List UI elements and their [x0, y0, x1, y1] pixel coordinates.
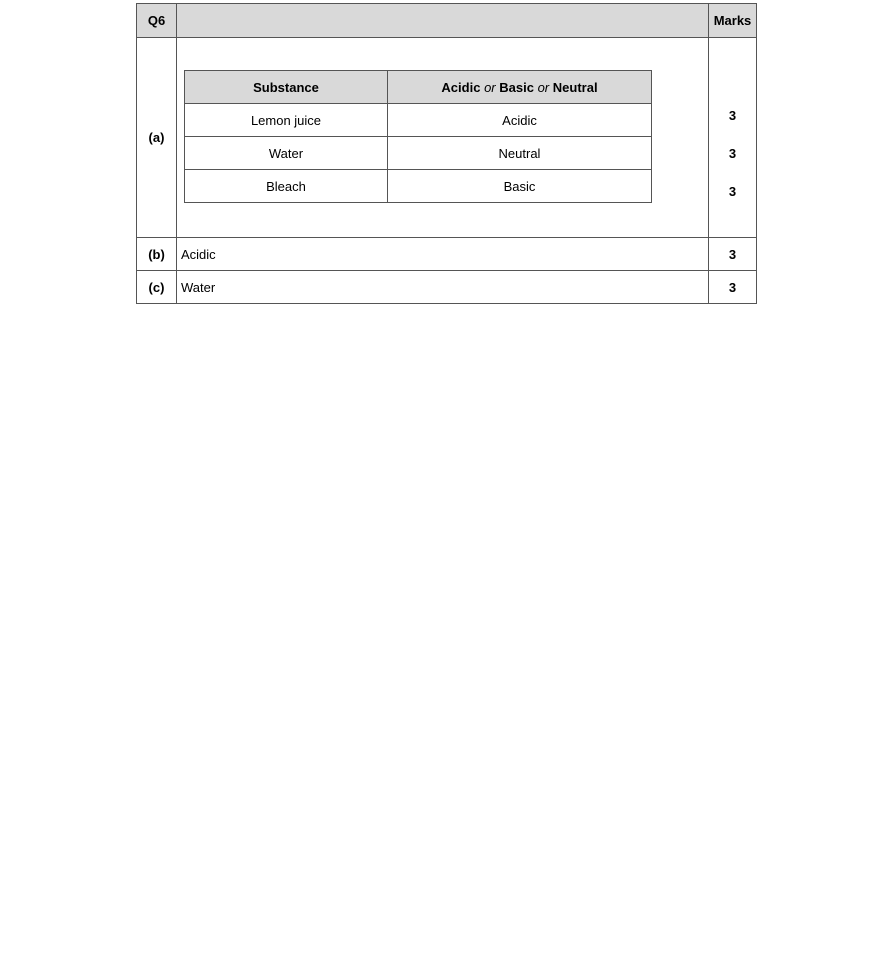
part-a-answer [177, 38, 709, 238]
type-cell: Acidic [388, 104, 652, 137]
part-c-marks: 3 [709, 271, 757, 304]
table-row [185, 104, 652, 137]
part-c-label: (c) [137, 271, 177, 304]
part-a-row [137, 38, 757, 238]
mark-value: 3 [728, 184, 737, 199]
mark-scheme-table [136, 3, 757, 304]
table-row [185, 137, 652, 170]
substance-cell: Lemon juice [185, 104, 388, 137]
header-blank [177, 4, 709, 38]
substance-table [184, 70, 652, 203]
table-row [185, 170, 652, 203]
type-cell: Basic [388, 170, 652, 203]
question-number: Q6 [137, 4, 177, 38]
part-b-row [137, 238, 757, 271]
substance-cell: Bleach [185, 170, 388, 203]
part-a-marks [709, 38, 757, 238]
header-row [137, 4, 757, 38]
type-header: Acidic or Basic or Neutral [388, 71, 652, 104]
mark-value: 3 [728, 108, 737, 123]
part-c-row [137, 271, 757, 304]
part-b-marks: 3 [709, 238, 757, 271]
substance-header: Substance [185, 71, 388, 104]
marks-header: Marks [709, 4, 757, 38]
substance-cell: Water [185, 137, 388, 170]
substance-table-header [185, 71, 652, 104]
mark-value: 3 [728, 146, 737, 161]
part-a-label: (a) [137, 38, 177, 238]
part-b-label: (b) [137, 238, 177, 271]
part-b-answer: Acidic [177, 238, 709, 271]
type-cell: Neutral [388, 137, 652, 170]
part-c-answer: Water [177, 271, 709, 304]
